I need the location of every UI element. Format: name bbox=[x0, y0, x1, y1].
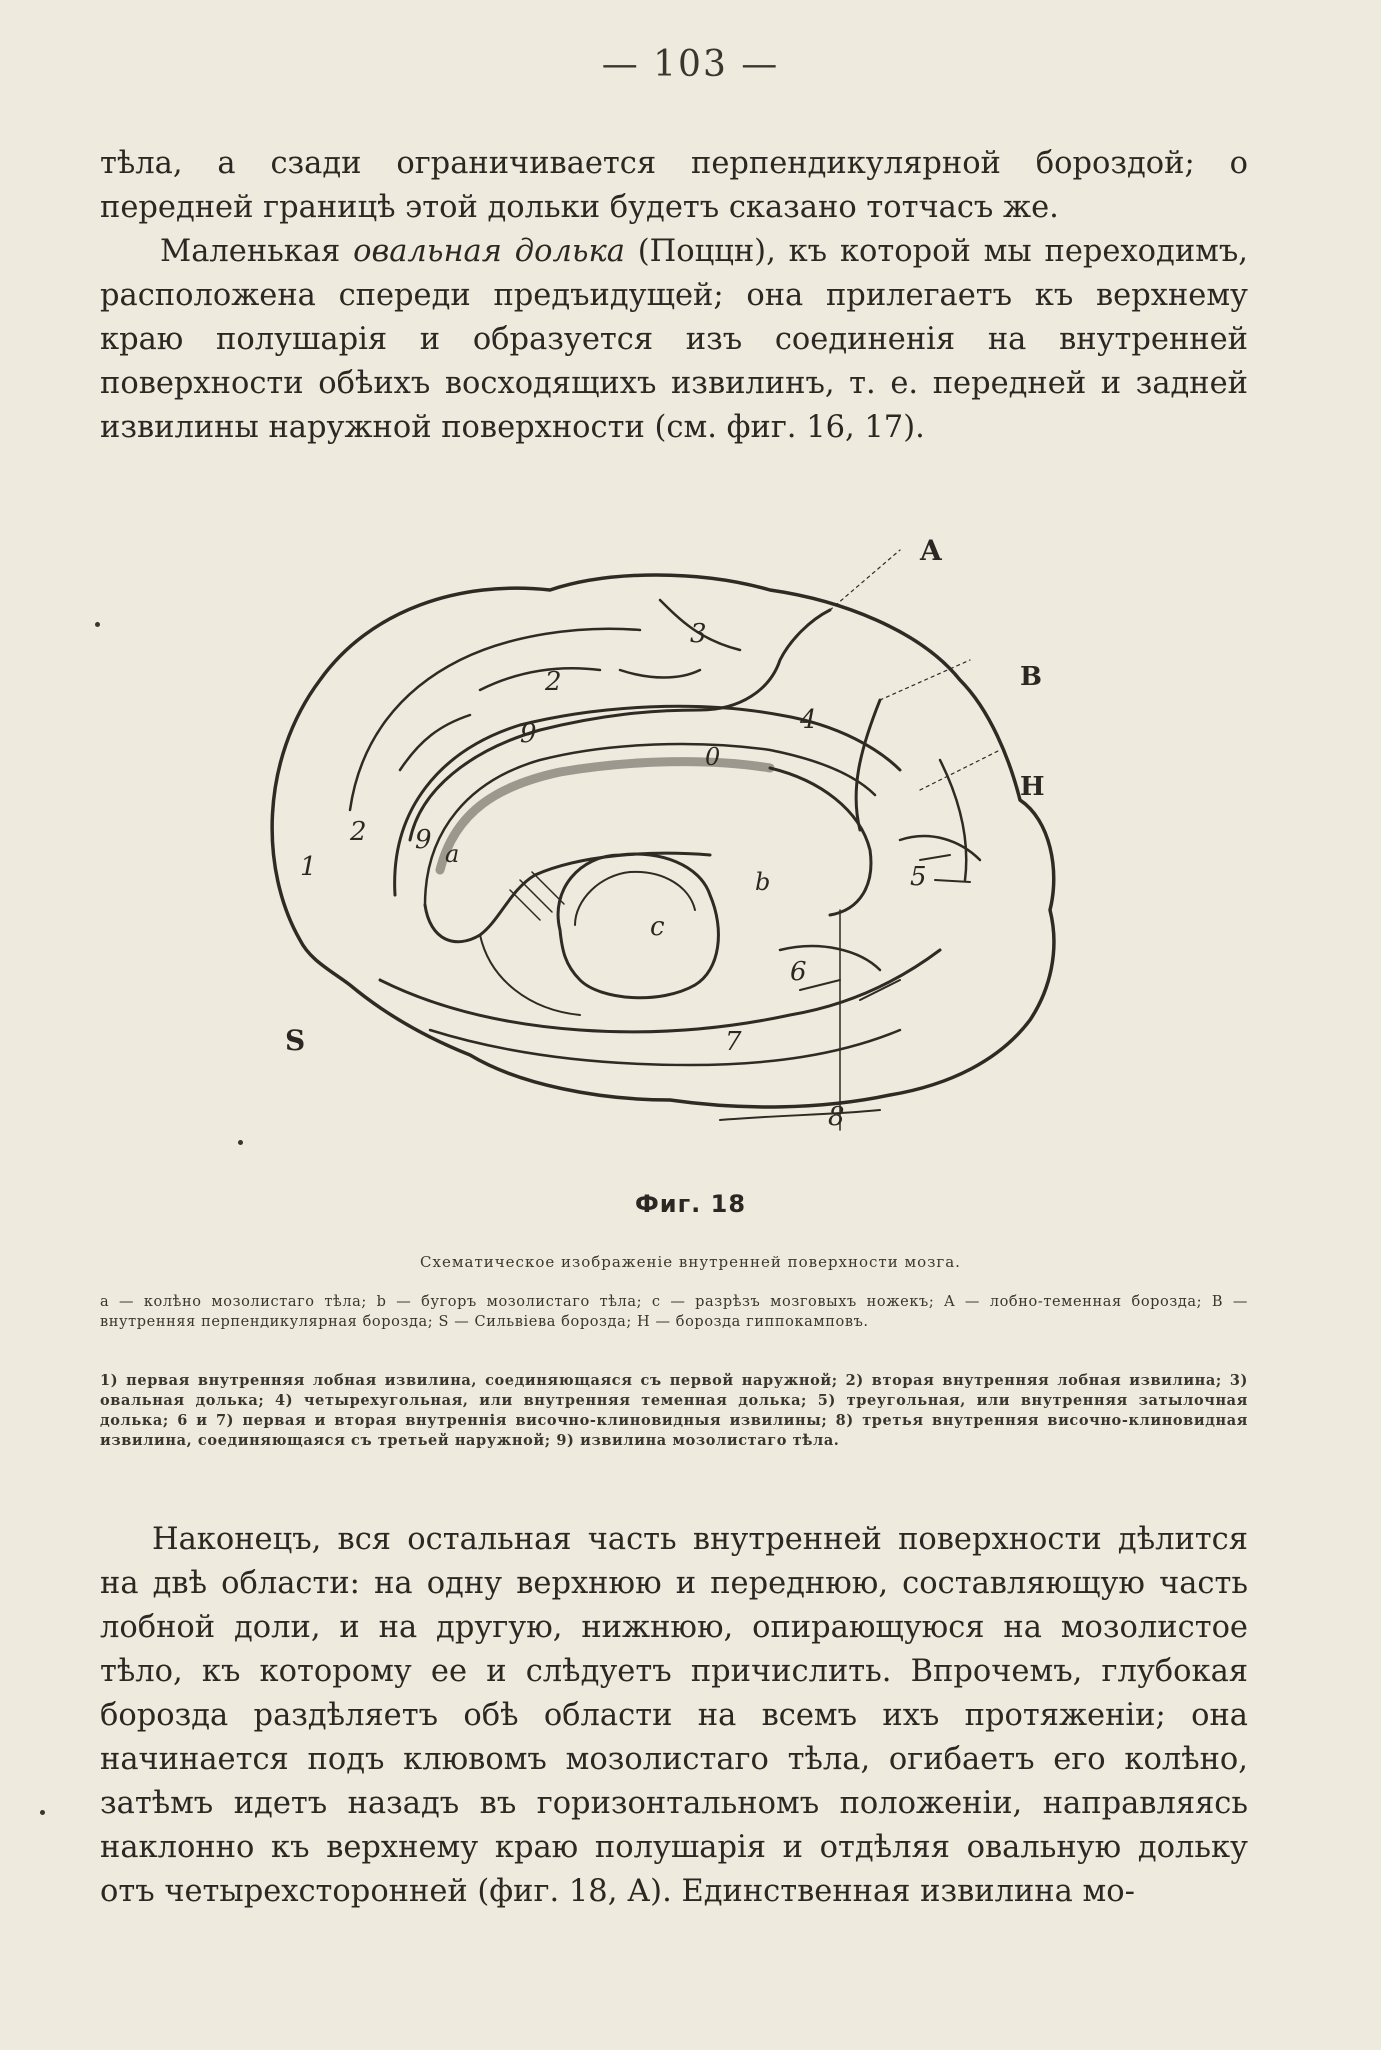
ink-speck bbox=[238, 1140, 243, 1145]
thalamus-region bbox=[480, 935, 580, 1015]
paragraph-2-lead: Маленькая bbox=[160, 234, 354, 269]
hemisphere-outline bbox=[272, 575, 1054, 1107]
label-5: 5 bbox=[910, 862, 927, 892]
peduncle-section bbox=[558, 854, 718, 998]
sulcus-H-guide bbox=[920, 750, 1000, 790]
paragraph-2-term: овальная долька bbox=[353, 234, 625, 269]
label-S: S bbox=[285, 1024, 306, 1057]
label-9a: 9 bbox=[415, 825, 432, 855]
figure-legend-numbers: 1) первая внутренняя лобная извилина, соединяющаяся съ первой наружной; 2) вторая внутренняя лобная извилина; 3) овальная долька; 4) четырехугольная, или внутренняя теменная долька; 5) треугольная, или внутренняя затылочная долька; 6 и 7) первая и вторая внутреннія височно-клиновидныя извилины; 8) третья внутренняя височно-клиновидная извилина, соединяющаяся съ третьей наружной; 9) извилина мозолистаго тѣла. bbox=[100, 1372, 1248, 1449]
genu bbox=[425, 853, 710, 942]
label-a: a bbox=[445, 840, 460, 868]
label-B: B bbox=[1020, 662, 1042, 692]
sulcus-A-guide bbox=[830, 550, 900, 610]
label-H: H bbox=[1020, 772, 1045, 802]
sulcus-B-guide bbox=[880, 660, 970, 700]
label-8: 8 bbox=[828, 1102, 845, 1132]
paragraph-2-body: (Поццн), къ которой мы переходимъ, расположена спереди предъидущей; она прилегаетъ къ верхнему краю полушарія и образуется изъ соединенія на внутренней поверхности обѣихъ восходящихъ извилинъ, т. е. передней и задней извилины наружной поверхности (см. фиг. 16, 17). bbox=[100, 234, 1248, 445]
brain-figure bbox=[180, 510, 1280, 1160]
label-4: 4 bbox=[800, 705, 817, 735]
label-2a: 2 bbox=[350, 817, 367, 847]
sulcus-A bbox=[410, 610, 830, 840]
ink-speck bbox=[95, 622, 100, 627]
figure-legend-letters: a — колѣно мозолистаго тѣла; b — бугоръ мозолистаго тѣла; c — разрѣзъ мозговыхъ ножекъ; A — лобно-теменная борозда; B — внутренняя перпендикулярная борозда; S — Сильвіева борозда; H — борозда гиппокамповъ. bbox=[100, 1294, 1248, 1330]
label-0: 0 bbox=[705, 743, 721, 771]
label-c: c bbox=[650, 912, 665, 942]
temporal-gyri bbox=[380, 950, 940, 1032]
paragraph-2 bbox=[100, 230, 1248, 450]
label-3: 3 bbox=[690, 619, 707, 649]
label-b: b bbox=[755, 868, 771, 896]
ink-speck bbox=[40, 1810, 45, 1815]
label-9b: 9 bbox=[520, 719, 537, 749]
sulcus-B bbox=[856, 700, 880, 830]
page-number: — 103 — bbox=[601, 44, 780, 85]
figure-title: Фиг. 18 bbox=[634, 1190, 747, 1218]
corpus-callosum-inner bbox=[425, 744, 875, 905]
corpus-callosum bbox=[395, 706, 900, 895]
label-6: 6 bbox=[790, 957, 807, 987]
paragraph-1: тѣла, а сзади ограничивается перпендикулярной бороздой; о передней границѣ этой дольки будетъ сказано тотчасъ же. bbox=[100, 146, 1248, 225]
label-A: A bbox=[920, 534, 942, 567]
label-2b: 2 bbox=[545, 667, 562, 697]
brain-diagram bbox=[180, 510, 1280, 1160]
paragraph-3: Наконецъ, вся остальная часть внутренней поверхности дѣлится на двѣ области: на одну верхнюю и переднюю, составляющую часть лобной доли, и на другую, нижнюю, опирающуюся на мозолистое тѣло, къ которому ее и слѣдуетъ причислить. Впрочемъ, глубокая борозда раздѣляетъ обѣ области на всемъ ихъ протяженіи; она начинается подъ клювомъ мозолистаго тѣла, огибаетъ его колѣно, затѣмъ идетъ назадъ въ горизонтальномъ положеніи, направляясь наклонно къ верхнему краю полушарія и отдѣляя овальную дольку отъ четырехсторонней (фиг. 18, А). Единственная извилина мо- bbox=[100, 1522, 1248, 1909]
label-7: 7 bbox=[725, 1027, 742, 1057]
figure-subtitle: Схематическое изображеніе внутренней поверхности мозга. bbox=[420, 1253, 961, 1271]
label-1: 1 bbox=[300, 852, 317, 882]
corpus-callosum-shade bbox=[440, 762, 770, 870]
